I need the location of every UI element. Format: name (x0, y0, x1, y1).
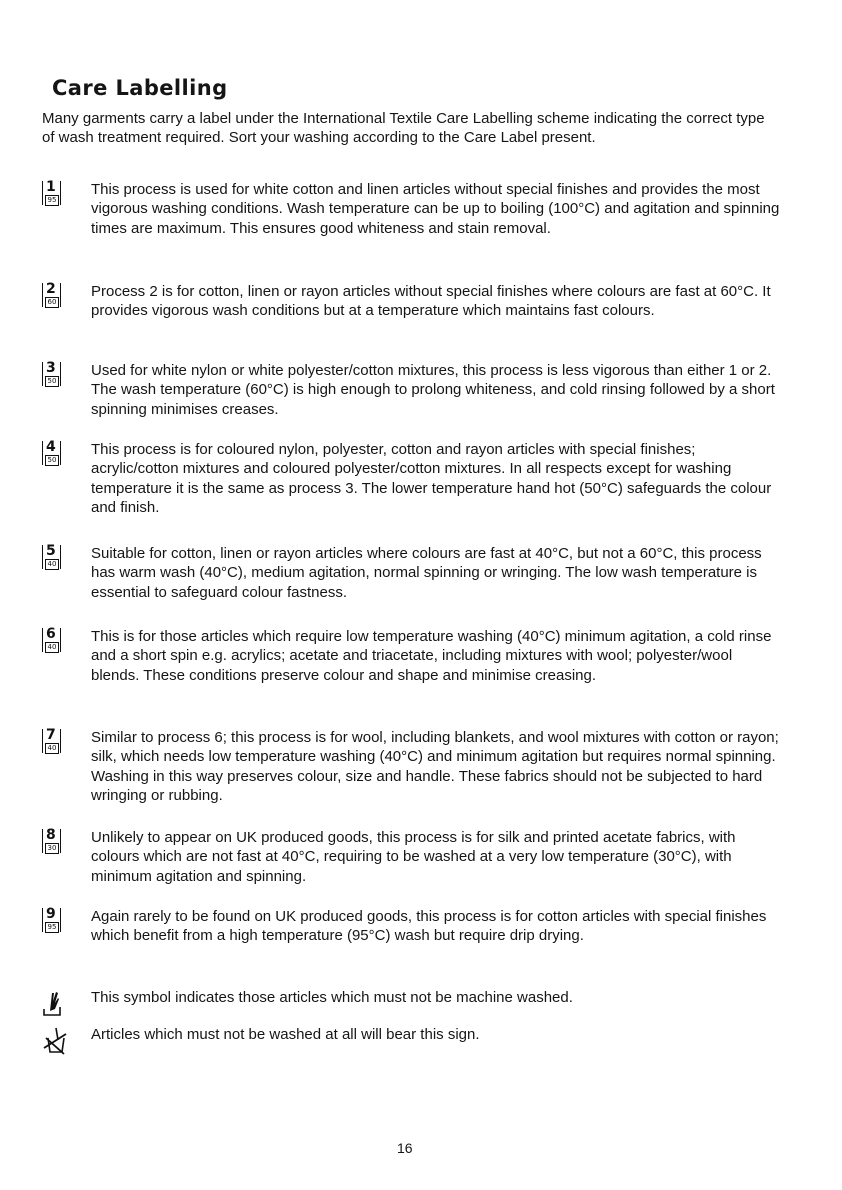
process-temp: 95 (45, 195, 59, 206)
wash-tub-icon (40, 829, 64, 859)
wash-tub-icon (40, 441, 64, 471)
process-description: This is for those articles which require low temperature washing (40°C) minimum agitation, a cold rinse and a short spin e.g. acrylics; acetate and triacetate, including mixtures with wool; polyester/wool blends. These conditions preserve colour and shape and minimise creasing. (91, 628, 772, 684)
wash-tub-icon (40, 545, 64, 575)
process-number: 4 (46, 439, 56, 455)
hand-wash-icon (40, 989, 64, 1019)
wash-tub-icon (40, 729, 64, 759)
page-title: Care Labelling (52, 76, 228, 100)
process-number: 8 (46, 827, 56, 843)
do-not-wash-description: Articles which must not be washed at all will bear this sign. (91, 1026, 480, 1043)
process-temp: 95 (45, 922, 59, 933)
process-number: 7 (46, 727, 56, 743)
process-temp: 40 (45, 559, 59, 570)
do-not-wash-icon (40, 1026, 64, 1056)
process-number: 3 (46, 360, 56, 376)
process-temp: 50 (45, 376, 59, 387)
process-number: 6 (46, 626, 56, 642)
process-number: 5 (46, 543, 56, 559)
process-temp: 60 (45, 297, 59, 308)
wash-tub-icon (40, 362, 64, 392)
hand-wash-description: This symbol indicates those articles which must not be machine washed. (91, 989, 573, 1006)
process-description: Process 2 is for cotton, linen or rayon articles without special finishes where colours are fast at 60°C. It provides vigorous wash conditions but at a temperature which maintains fast colours. (91, 283, 771, 320)
process-temp: 40 (45, 642, 59, 653)
wash-tub-icon (40, 283, 64, 313)
process-number: 9 (46, 906, 56, 922)
process-temp: 40 (45, 743, 59, 754)
process-description: Similar to process 6; this process is for wool, including blankets, and wool mixtures with cotton or rayon; silk, which needs low temperature washing (40°C) and minimum agitation but requires normal spinning. Washing in this way preserves colour, size and handle. These fabrics should not be subjected to hard wringing or rubbing. (91, 729, 779, 805)
wash-tub-icon (40, 628, 64, 658)
process-temp: 50 (45, 455, 59, 466)
intro-paragraph: Many garments carry a label under the International Textile Care Labelling scheme indicating the correct type of wash treatment required. Sort your washing according to the Care Label present. (42, 110, 765, 147)
process-number: 2 (46, 281, 56, 297)
process-description: This process is used for white cotton and linen articles without special finishes and provides the most vigorous washing conditions. Wash temperature can be up to boiling (100°C) and agitation and spinning times are maximum. This ensures good whiteness and stain removal. (91, 181, 780, 237)
process-description: Suitable for cotton, linen or rayon articles where colours are fast at 40°C, but not a 60°C, this process has warm wash (40°C), medium agitation, normal spinning or wringing. The low wash temperature is essential to safeguard colour fastness. (91, 545, 762, 601)
wash-tub-icon (40, 181, 64, 211)
process-temp: 30 (45, 843, 59, 854)
process-description: Unlikely to appear on UK produced goods, this process is for silk and printed acetate fabrics, with colours which are not fast at 40°C, requiring to be washed at a very low temperature (30°C), with minimum agitation and spinning. (91, 829, 736, 885)
page-number: 16 (397, 1140, 413, 1156)
wash-tub-icon (40, 908, 64, 938)
process-number: 1 (46, 179, 56, 195)
process-description: Again rarely to be found on UK produced goods, this process is for cotton articles with special finishes which benefit from a high temperature (95°C) wash but require drip drying. (91, 908, 767, 945)
process-description: This process is for coloured nylon, polyester, cotton and rayon articles with special finishes; acrylic/cotton mixtures and coloured polyester/cotton mixtures. In all respects except for washing temperature it is the same as process 3. The lower temperature hand hot (50°C) safeguards the colour and finish. (91, 441, 772, 517)
process-description: Used for white nylon or white polyester/cotton mixtures, this process is less vigorous than either 1 or 2. The wash temperature (60°C) is high enough to prolong whiteness, and cold rinsing followed by a short spinning minimises creases. (91, 362, 775, 418)
